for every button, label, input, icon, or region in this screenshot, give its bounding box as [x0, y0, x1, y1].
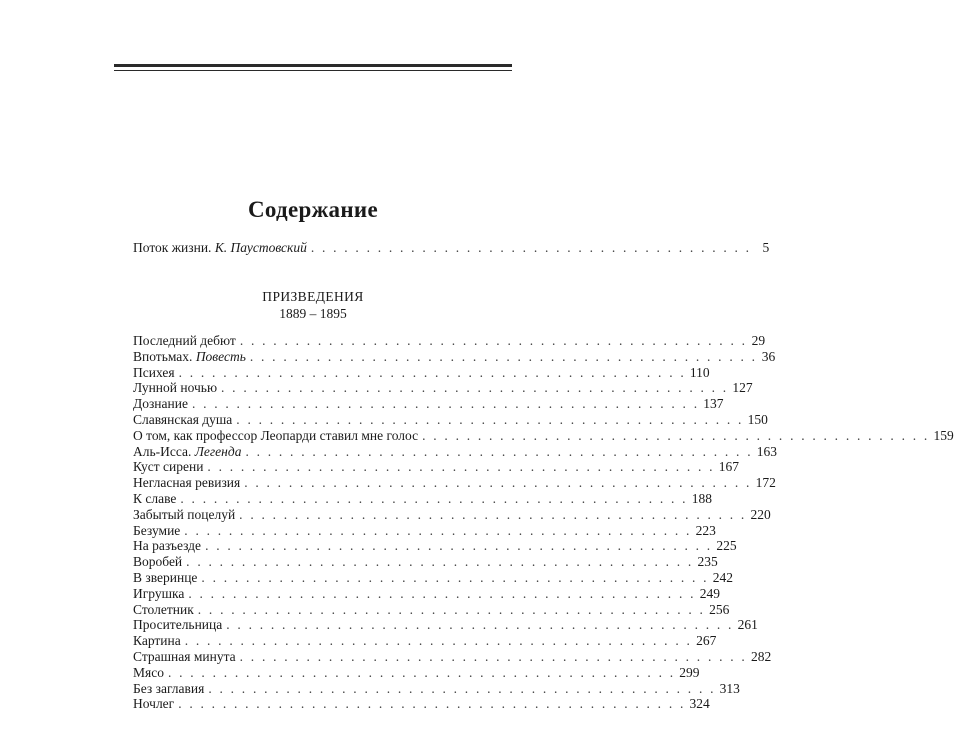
toc-entry-page: 36 — [761, 348, 776, 364]
toc-entry-title — [133, 538, 201, 554]
toc-entry-page: 324 — [689, 696, 710, 712]
toc-entry-title — [133, 696, 174, 712]
toc-entry-page: 29 — [751, 333, 766, 348]
toc-entry-title-text: Славянская душа — [133, 412, 233, 427]
toc-entry-title-text: Забытый поцелуй — [133, 506, 236, 522]
dot-leader: . . . . . . . . . . . . . . . . . . . . . . . . . . . . . . . . . . . . . . . . . . . . . . — [249, 348, 758, 364]
toc-entry-row — [133, 380, 753, 396]
toc-entry-title-text: Воробей — [133, 554, 183, 570]
toc-entry-row — [133, 522, 716, 539]
dot-leader: . . . . . . . . . . . . . . . . . . . . . . . . . . . . . . . . . . . . . . . . . . . . . . — [186, 554, 694, 570]
toc-entry-title — [133, 428, 418, 444]
toc-entry-page: 137 — [703, 396, 724, 412]
dot-leader: . . . . . . . . . . . . . . . . . . . . . . . . . . . . . . . . . . . . . . . . . . . . . . — [191, 396, 700, 412]
toc-entry-page: 172 — [755, 475, 776, 491]
toc-entry-row — [133, 617, 758, 633]
top-rule-thick — [114, 64, 512, 67]
toc-entry-title-text: Игрушка — [133, 585, 185, 601]
dot-leader: . . . . . . . . . . . . . . . . . . . . . . . . . . . . . . . . . . . . . . . . — [310, 240, 752, 255]
toc-entry-row — [133, 396, 724, 412]
toc-entry-subtitle: Легенда — [194, 443, 242, 459]
section-heading: ПРИЗВЕДЕНИЯ — [262, 289, 364, 304]
toc-entry-title — [133, 665, 164, 681]
dot-leader: . . . . . . . . . . . . . . . . . . . . . . . . . . . . . . . . . . . . . . . . . . . . . . — [178, 696, 686, 712]
toc-intro-title — [133, 240, 307, 256]
dot-leader: . . . . . . . . . . . . . . . . . . . . . . . . . . . . . . . . . . . . . . . . . . . . . . — [180, 491, 688, 506]
toc-entry-row — [133, 538, 737, 554]
toc-entry-page: 220 — [750, 506, 771, 522]
toc-entry-row — [133, 412, 768, 428]
toc-intro-author: К. Паустовский — [214, 240, 307, 255]
dot-leader: . . . . . . . . . . . . . . . . . . . . . . . . . . . . . . . . . . . . . . . . . . . . . . — [244, 475, 752, 491]
toc-entry-title-text: Без заглавия — [133, 680, 205, 696]
toc-entry-row — [133, 443, 778, 460]
toc-entry-page: 242 — [712, 570, 733, 585]
dot-leader: . . . . . . . . . . . . . . . . . . . . . . . . . . . . . . . . . . . . . . . . . . . . . . — [178, 364, 686, 380]
toc-entry-title — [133, 349, 246, 365]
toc-entry-title-text: Негласная ревизия — [133, 475, 241, 491]
toc-entry-page: 299 — [679, 664, 700, 680]
toc-entry-page: 127 — [732, 380, 753, 396]
toc-intro-title-text: Поток жизни. — [133, 240, 215, 255]
dot-leader: . . . . . . . . . . . . . . . . . . . . . . . . . . . . . . . . . . . . . . . . . . . . . . — [207, 459, 715, 475]
toc-entry-page: 167 — [718, 459, 739, 475]
toc-entry-title — [133, 570, 197, 586]
toc-entry-title — [133, 475, 240, 491]
toc-entry-row — [133, 696, 710, 712]
toc-entry-title-text: К славе — [133, 491, 177, 506]
toc-entry-page: 267 — [696, 633, 717, 649]
toc-entry-row — [133, 333, 766, 349]
toc-entry-row — [133, 475, 776, 491]
toc-entry-title-text: Ночлег — [133, 696, 175, 712]
toc-entry-title — [133, 444, 241, 460]
toc-entry-page: 256 — [709, 601, 730, 617]
toc-entry-title — [133, 333, 236, 349]
toc-entry-title — [133, 412, 232, 428]
section-years: 1889 – 1895 — [279, 306, 347, 321]
toc-entry-title-text: На разъезде — [133, 538, 202, 554]
toc-entry-title-text: Просительница — [133, 617, 223, 633]
toc-entry-title — [133, 523, 180, 539]
toc-entry-title — [133, 649, 236, 665]
dot-leader: . . . . . . . . . . . . . . . . . . . . . . . . . . . . . . . . . . . . . . . . . . . . . . — [184, 633, 693, 649]
dot-leader: . . . . . . . . . . . . . . . . . . . . . . . . . . . . . . . . . . . . . . . . . . . . . . — [188, 585, 696, 601]
toc-entry-row — [133, 649, 772, 665]
dot-leader: . . . . . . . . . . . . . . . . . . . . . . . . . . . . . . . . . . . . . . . . . . . . . . — [422, 427, 930, 443]
toc-entry-row — [133, 427, 954, 444]
toc-entry-title — [133, 602, 194, 618]
dot-leader: . . . . . . . . . . . . . . . . . . . . . . . . . . . . . . . . . . . . . . . . . . . . . . — [226, 617, 734, 633]
toc-entry-page: 159 — [933, 427, 954, 443]
toc-entry-page: 223 — [695, 522, 716, 538]
dot-leader: . . . . . . . . . . . . . . . . . . . . . . . . . . . . . . . . . . . . . . . . . . . . . . — [184, 522, 692, 538]
toc-entry-title — [133, 380, 217, 396]
toc-entry-title-text: В зверинце — [133, 570, 198, 585]
toc-entry-row — [133, 680, 740, 697]
toc-entry-title-text: Столетник — [133, 601, 194, 617]
toc-entry-row — [133, 554, 718, 570]
toc-entry-title-text: Лунной ночью — [133, 380, 218, 396]
toc-entry-title-text: Безумие — [133, 522, 181, 538]
toc-entry-title — [133, 681, 204, 697]
toc-entry-row — [133, 506, 771, 523]
dot-leader: . . . . . . . . . . . . . . . . . . . . . . . . . . . . . . . . . . . . . . . . . . . . . . — [205, 538, 713, 554]
toc-intro-row — [133, 240, 770, 256]
toc-entry-title — [133, 507, 235, 523]
top-rule-thin — [114, 70, 512, 71]
toc-entry-title-text: Аль-Исса. — [133, 443, 195, 459]
toc-entry-subtitle: Повесть — [195, 348, 246, 364]
toc-entry-page: 261 — [737, 617, 758, 633]
toc-entry-title — [133, 459, 203, 475]
dot-leader: . . . . . . . . . . . . . . . . . . . . . . . . . . . . . . . . . . . . . . . . . . . . . . — [167, 664, 676, 680]
toc-entry-title — [133, 633, 181, 649]
toc-entry-title-text: Психея — [133, 364, 175, 380]
toc-entry-row — [133, 459, 739, 475]
toc-entry-title — [133, 365, 175, 381]
toc-entry-row — [133, 585, 720, 602]
toc-entry-row — [133, 570, 733, 586]
toc-entry-title — [133, 491, 176, 507]
toc-entry-row — [133, 491, 712, 507]
toc-entry-page: 110 — [689, 364, 710, 380]
dot-leader: . . . . . . . . . . . . . . . . . . . . . . . . . . . . . . . . . . . . . . . . . . . . . . — [236, 412, 744, 427]
toc-entry-title-text: Мясо — [133, 664, 164, 680]
toc-entry-page: 313 — [719, 680, 740, 696]
toc-entry-title-text: Впотьмах. — [133, 348, 196, 364]
toc-entry-page: 235 — [697, 554, 718, 570]
dot-leader: . . . . . . . . . . . . . . . . . . . . . . . . . . . . . . . . . . . . . . . . . . . . . . — [208, 680, 716, 696]
toc-entry-title-text: Куст сирени — [133, 459, 204, 475]
toc-entry-row — [133, 364, 710, 381]
toc-entry-row — [133, 633, 717, 649]
dot-leader: . . . . . . . . . . . . . . . . . . . . . . . . . . . . . . . . . . . . . . . . . . . . . . — [239, 649, 747, 664]
toc-intro-page: 5 — [762, 240, 770, 255]
toc-entry-page: 225 — [716, 538, 737, 554]
toc-entry-title — [133, 554, 182, 570]
dot-leader: . . . . . . . . . . . . . . . . . . . . . . . . . . . . . . . . . . . . . . . . . . . . . . — [197, 601, 706, 617]
toc-entry-page: 249 — [699, 585, 720, 601]
dot-leader: . . . . . . . . . . . . . . . . . . . . . . . . . . . . . . . . . . . . . . . . . . . . . . — [245, 443, 753, 459]
toc-entry-title-text: Последний дебют — [133, 333, 236, 348]
toc-entry-page: 163 — [756, 443, 778, 459]
toc-entry-title-text: О том, как профессор Леопарди ставил мне голос — [133, 427, 419, 443]
toc-entry-page: 188 — [691, 491, 712, 506]
toc-entry-title-text: Страшная минута — [133, 649, 236, 664]
toc-entry-row — [133, 664, 700, 681]
toc-entry-title-text: Картина — [133, 633, 181, 649]
page-title: Содержание — [248, 197, 378, 222]
dot-leader: . . . . . . . . . . . . . . . . . . . . . . . . . . . . . . . . . . . . . . . . . . . . . . — [221, 380, 729, 396]
toc-entry-title — [133, 617, 222, 633]
toc-entry-title-text: Дознание — [133, 396, 188, 412]
toc-entry-title — [133, 586, 184, 602]
toc-entry-page: 150 — [747, 412, 768, 427]
dot-leader: . . . . . . . . . . . . . . . . . . . . . . . . . . . . . . . . . . . . . . . . . . . . . . — [239, 333, 748, 348]
dot-leader: . . . . . . . . . . . . . . . . . . . . . . . . . . . . . . . . . . . . . . . . . . . . . . — [201, 570, 709, 585]
toc-entry-page: 282 — [750, 649, 772, 664]
dot-leader: . . . . . . . . . . . . . . . . . . . . . . . . . . . . . . . . . . . . . . . . . . . . . . — [239, 506, 747, 522]
toc-entry-title — [133, 396, 188, 412]
toc-entry-row — [133, 601, 730, 618]
toc-entry-row — [133, 348, 776, 365]
